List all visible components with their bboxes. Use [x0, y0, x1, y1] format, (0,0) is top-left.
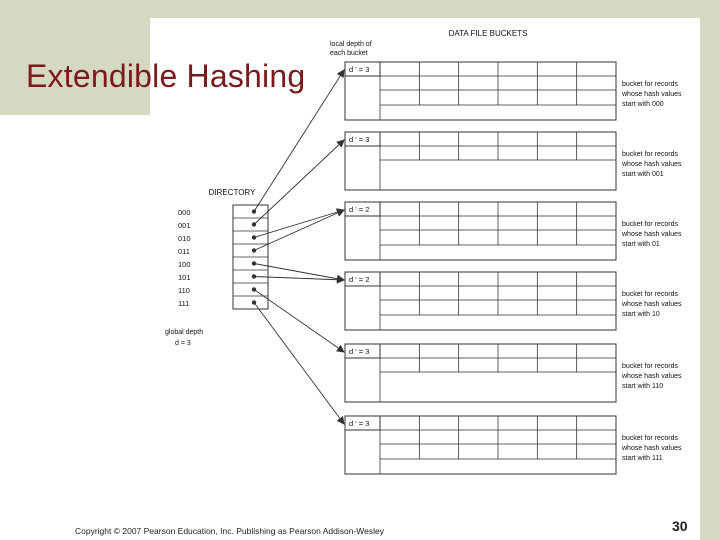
- directory-entry: 110: [178, 286, 190, 295]
- data-bucket: [345, 344, 616, 402]
- directory-entry: 101: [178, 273, 191, 282]
- slide-title: Extendible Hashing: [26, 58, 306, 94]
- data-bucket: [345, 272, 616, 330]
- directory-pointer-arrow: [254, 70, 344, 212]
- directory-entry: 100: [178, 260, 191, 269]
- local-depth-label: local depth of: [330, 41, 372, 48]
- buckets-layer: [345, 62, 616, 474]
- directory-entry: 111: [178, 299, 190, 308]
- bucket-caption: whose hash values: [622, 161, 682, 168]
- bucket-caption: start with 001: [622, 171, 664, 178]
- bucket-caption: bucket for records: [622, 221, 679, 228]
- data-bucket: [345, 416, 616, 474]
- data-file-buckets-label: DATA FILE BUCKETS: [448, 29, 528, 38]
- directory-entry: 011: [178, 247, 190, 256]
- bucket-caption: whose hash values: [622, 301, 682, 308]
- bucket-caption: start with 111: [622, 455, 663, 462]
- bucket-box: [345, 62, 616, 120]
- data-bucket: [345, 62, 616, 120]
- bucket-local-depth: d ' = 2: [349, 205, 370, 214]
- directory-entry: 001: [178, 221, 191, 230]
- bucket-local-depth: d ' = 2: [349, 275, 370, 284]
- bucket-caption: start with 01: [622, 241, 660, 248]
- bucket-caption: start with 110: [622, 383, 664, 390]
- bucket-caption: bucket for records: [622, 291, 679, 298]
- directory-entry: 010: [178, 234, 191, 243]
- directory-label: DIRECTORY: [208, 188, 256, 197]
- copyright-footer: Copyright © 2007 Pearson Education, Inc. Publishing as Pearson Addison-Wesley: [75, 526, 384, 536]
- data-bucket: [345, 132, 616, 190]
- bucket-caption: bucket for records: [622, 81, 679, 88]
- bucket-local-depth: d ' = 3: [349, 419, 370, 428]
- bucket-caption: bucket for records: [622, 435, 679, 442]
- directory-layer: [233, 205, 268, 309]
- directory-pointer-arrow: [254, 140, 344, 225]
- bucket-box: [345, 272, 616, 330]
- bucket-caption: whose hash values: [622, 445, 682, 452]
- bucket-caption: start with 000: [622, 101, 664, 108]
- bucket-box: [345, 132, 616, 190]
- bucket-box: [345, 344, 616, 402]
- bucket-local-depth: d ' = 3: [349, 347, 370, 356]
- bucket-local-depth: d ' = 3: [349, 135, 370, 144]
- bucket-local-depth: d ' = 3: [349, 65, 370, 74]
- bucket-box: [345, 416, 616, 474]
- directory-entry: 000: [178, 208, 191, 217]
- global-depth-label: global depth: [165, 329, 204, 336]
- bucket-caption: whose hash values: [622, 373, 682, 380]
- global-depth-label: d = 3: [175, 340, 191, 347]
- bucket-caption: bucket for records: [622, 151, 679, 158]
- bucket-caption: start with 10: [622, 311, 660, 318]
- local-depth-label: each bucket: [330, 50, 368, 57]
- bucket-caption: whose hash values: [622, 91, 682, 98]
- data-bucket: [345, 202, 616, 260]
- bucket-caption: whose hash values: [622, 231, 682, 238]
- bucket-caption: bucket for records: [622, 363, 679, 370]
- bucket-box: [345, 202, 616, 260]
- page-number: 30: [672, 518, 688, 534]
- directory-box: [233, 205, 268, 309]
